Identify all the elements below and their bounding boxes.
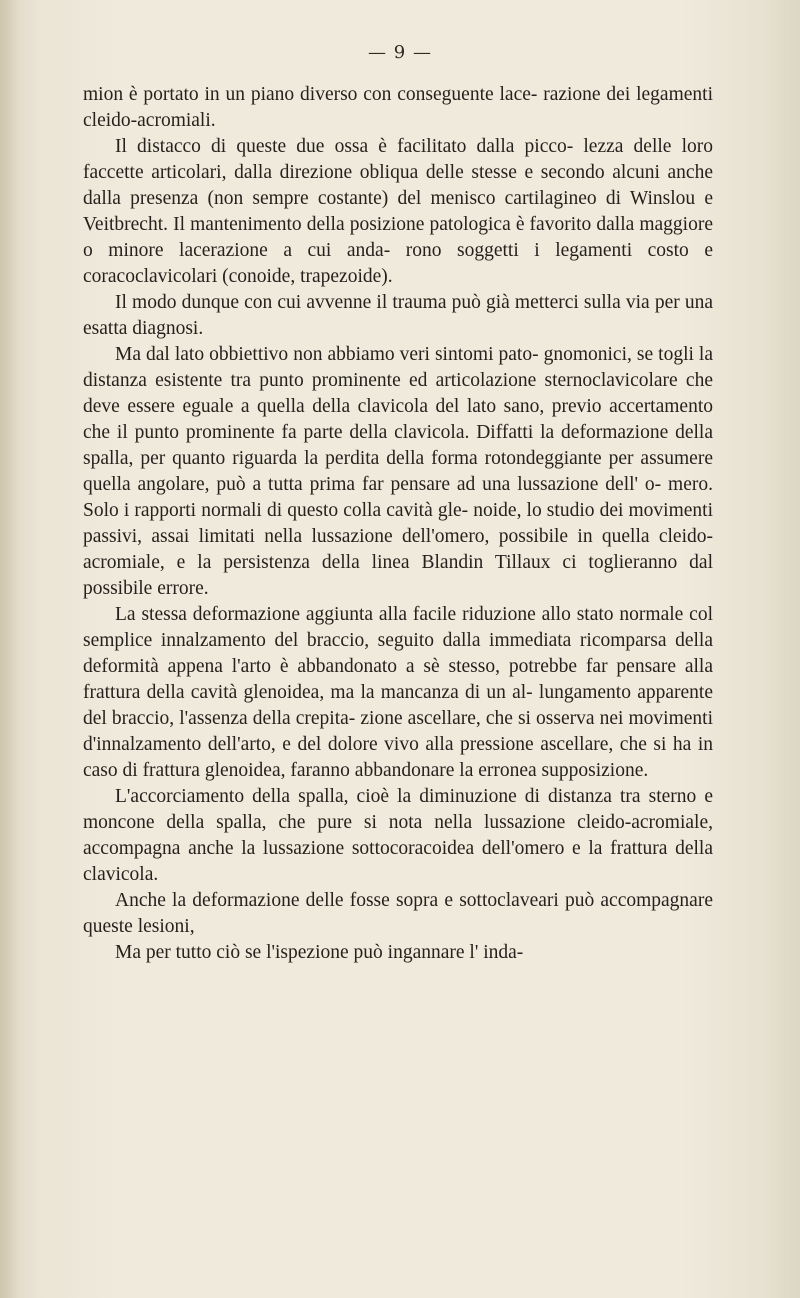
paragraph-2: Il distacco di queste due ossa è facilitato dalla picco- lezza delle loro faccette articolari, dalla direzione obliqua delle stesse e secondo alcuni anche dalla presenza (non sempre costante) del menisco cartilagineo di Winslou e Veitbrecht. Il mantenimento della posizione patologica è favorito dalla maggiore o minore lacerazione a cui anda- rono soggetti i legamenti costo e coracoclavicolari (conoide, trapezoide). [83, 136, 713, 287]
paragraph-5: La stessa deformazione aggiunta alla facile riduzione allo stato normale col semplice innalzamento del braccio, seguito dalla immediata ricomparsa della deformità appena l'arto è abbandonato a sè stesso, potrebbe far pensare alla frattura della cavità glenoidea, ma la mancanza di un al- lungamento apparente del braccio, l'assenza della crepita- zione ascellare, che si osserva nei movimenti d'innalzamento dell'arto, e del dolore vivo alla pressione ascellare, che si ha in caso di frattura glenoidea, faranno abbandonare la erronea supposizione. [83, 604, 713, 781]
paragraph-3: Il modo dunque con cui avvenne il trauma può già metterci sulla via per una esatta diagnosi. [83, 292, 713, 339]
paragraph-7: Anche la deformazione delle fosse sopra e sottoclaveari può accompagnare queste lesioni, [83, 890, 713, 937]
text-body [83, 82, 713, 966]
paragraph-4: Ma dal lato obbiettivo non abbiamo veri sintomi pato- gnomonici, se togli la distanza esistente tra punto prominente ed articolazione sternoclavicolare che deve essere eguale a quella della clavicola del lato sano, previo accertamento che il punto prominente fa parte della clavicola. Diffatti la deformazione della spalla, per quanto riguarda la perdita della forma rotondeggiante per assumere quella angolare, può a tutta prima far pensare ad una lussazione dell' o- mero. Solo i rapporti normali di questo colla cavità gle- noide, lo studio dei movimenti passivi, assai limitati nella lussazione dell'omero, possibile in quella cleido-acromiale, e la persistenza della linea Blandin Tillaux ci toglieranno dal possibile errore. [83, 344, 713, 599]
page-edge-shadow [0, 0, 18, 1298]
page-number: — 9 — [368, 42, 432, 63]
paragraph-6: L'accorciamento della spalla, cioè la diminuzione di distanza tra sterno e moncone della spalla, che pure si nota nella lussazione cleido-acromiale, accompagna anche la lussazione sottocoracoidea dell'omero e la frattura della clavicola. [83, 786, 713, 885]
paragraph-1: mion è portato in un piano diverso con conseguente lace- razione dei legamenti cleido-acromiali. [83, 84, 713, 131]
paragraph-8: Ma per tutto ciò se l'ispezione può ingannare l' inda- [115, 942, 524, 963]
